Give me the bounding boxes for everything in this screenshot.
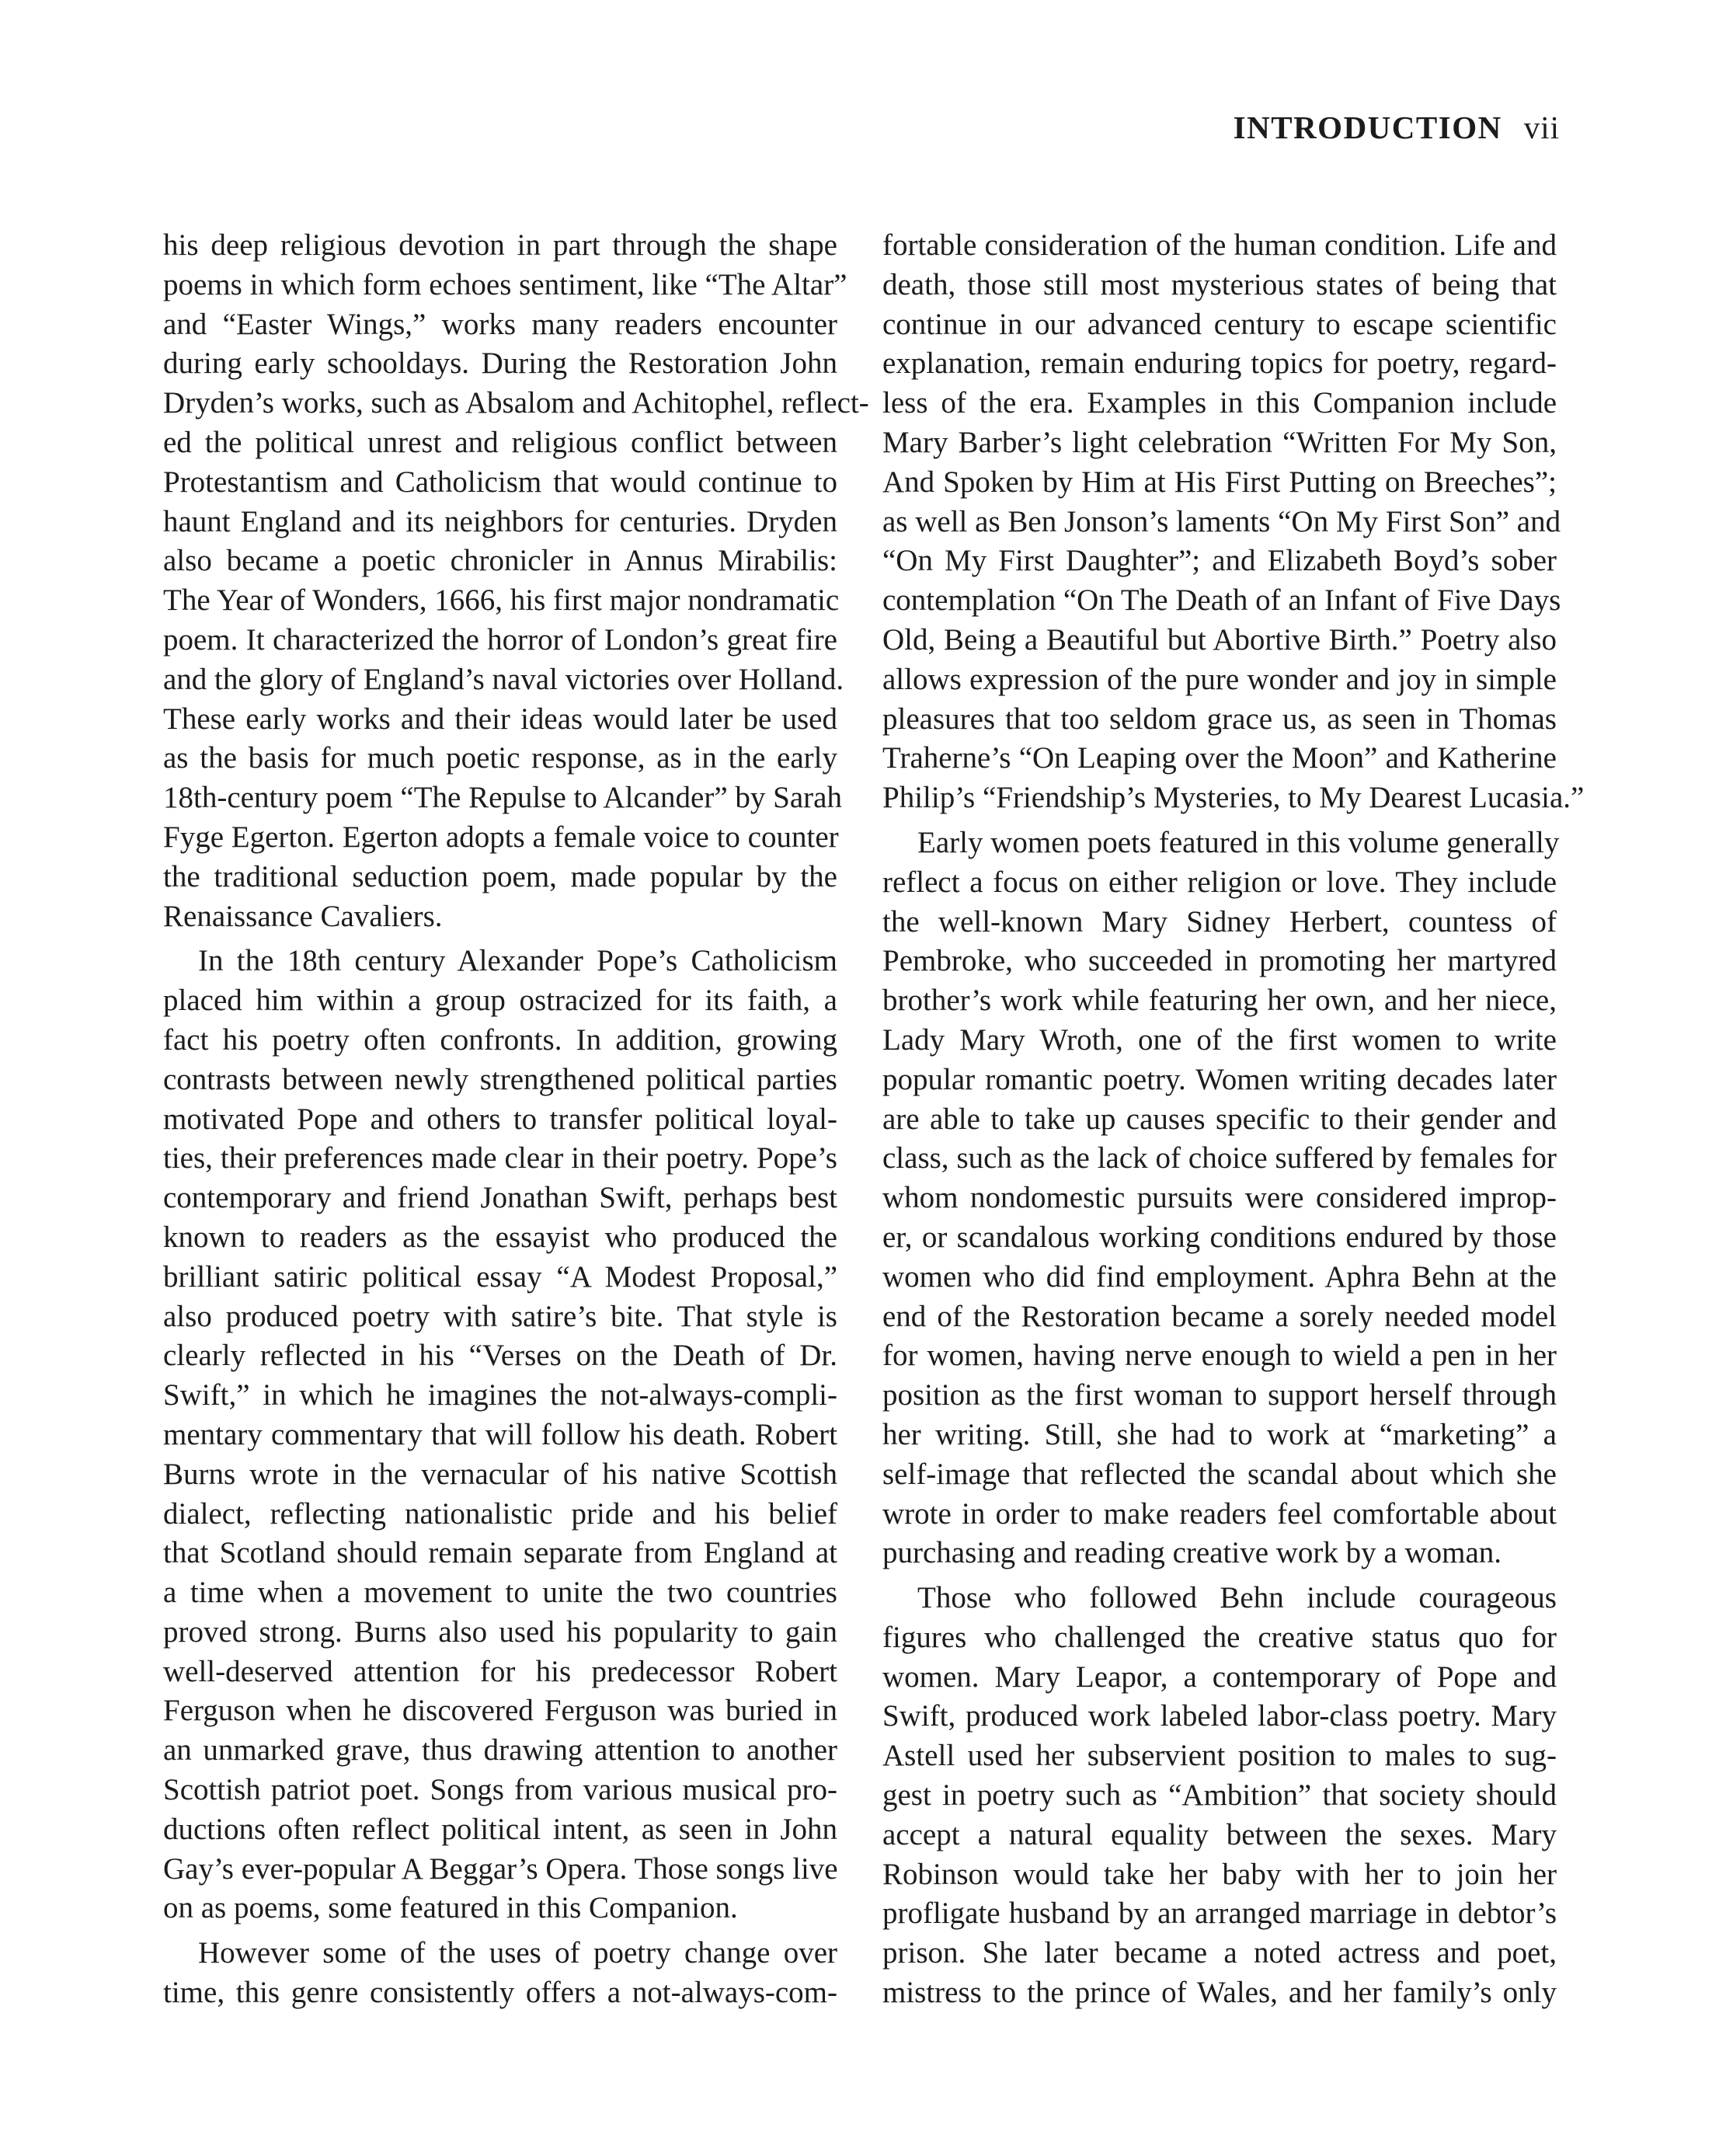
section-title: INTRODUCTION [1233, 110, 1502, 145]
text-line: for women, having nerve enough to wield a pen in her [882, 1339, 1557, 1373]
text-line: Swift, produced work labeled labor-class poetry. Mary [882, 1699, 1557, 1733]
text-line: Pembroke, who succeeded in promoting her martyred [882, 944, 1557, 978]
text-line: Philip’s “Friendship’s Mysteries, to My Dearest Lucasia.” [882, 781, 1585, 815]
text-line: reflect a focus on either religion or love. They include [882, 865, 1557, 899]
text-line: Dryden’s works, such as Absalom and Achitophel, reflect- [163, 386, 869, 420]
text-line: explanation, remain enduring topics for poetry, regard- [882, 347, 1557, 381]
text-line: Fyge Egerton. Egerton adopts a female voice to counter [163, 820, 839, 854]
text-line: as well as Ben Jonson’s laments “On My First Son” and [882, 504, 1561, 538]
page-number: vii [1523, 110, 1560, 145]
text-line: Scottish patriot poet. Songs from various musical pro- [163, 1773, 837, 1807]
running-head [1234, 109, 1560, 146]
text-line: allows expression of the pure wonder and joy in simple [882, 662, 1557, 696]
text-line: are able to take up causes specific to their gender and [882, 1102, 1557, 1136]
text-line: Robinson would take her baby with her to join her [882, 1857, 1557, 1891]
text-line: prison. She later became a noted actress and poet, [882, 1936, 1557, 1970]
text-line: These early works and their ideas would later be used [163, 702, 837, 736]
text-line: brilliant satiric political essay “A Modest Proposal,” [163, 1259, 837, 1294]
text-line: However some of the uses of poetry change over [198, 1936, 837, 1970]
text-line: mentary commentary that will follow his death. Robert [163, 1417, 837, 1451]
text-line: accept a natural equality between the sexes. Mary [882, 1817, 1557, 1851]
text-line: Swift,” in which he imagines the not-always-compli- [163, 1378, 837, 1412]
text-line: Burns wrote in the vernacular of his native Scottish [163, 1457, 837, 1491]
text-line: Old, Being a Beautiful but Abortive Birth.” Poetry also [882, 622, 1557, 657]
text-line: motivated Pope and others to transfer political loyal- [163, 1102, 837, 1136]
text-line: her writing. Still, she had to work at “marketing” a [882, 1417, 1557, 1451]
text-line: proved strong. Burns also used his popularity to gain [163, 1614, 837, 1649]
text-line: poems in which form echoes sentiment, like “The Altar” [163, 267, 847, 301]
right-text-column [882, 226, 1585, 2013]
text-line: contrasts between newly strengthened political parties [163, 1062, 837, 1096]
text-line: the well-known Mary Sidney Herbert, countess of [882, 904, 1557, 939]
text-line: class, such as the lack of choice suffered by females for [882, 1141, 1557, 1176]
text-line: also produced poetry with satire’s bite. That style is [163, 1299, 837, 1333]
text-line: well-deserved attention for his predecessor Robert [163, 1654, 837, 1688]
text-line: gest in poetry such as “Ambition” that society should [882, 1778, 1557, 1813]
text-line: And Spoken by Him at His First Putting on Breeches”; [882, 465, 1557, 499]
text-line: er, or scandalous working conditions endured by those [882, 1220, 1557, 1254]
text-line: Mary Barber’s light celebration “Written For My Son, [882, 425, 1557, 459]
text-line: The Year of Wonders, 1666, his first major nondramatic [163, 583, 840, 618]
text-line: his deep religious devotion in part through the shape [163, 228, 837, 262]
text-line: poem. It characterized the horror of London’s great fire [163, 622, 837, 657]
text-line: during early schooldays. During the Restoration John [163, 347, 837, 381]
text-line: contemporary and friend Jonathan Swift, perhaps best [163, 1181, 837, 1215]
text-line: Ferguson when he discovered Ferguson was buried in [163, 1694, 837, 1728]
text-line: Renaissance Cavaliers. [163, 899, 443, 933]
text-line: ties, their preferences made clear in their poetry. Pope’s [163, 1141, 837, 1176]
text-line: Early women poets featured in this volume generally [917, 825, 1560, 859]
text-line: ductions often reflect political intent, as seen in John [163, 1812, 837, 1846]
text-line: fortable consideration of the human condition. Life and [882, 228, 1557, 262]
text-line: end of the Restoration became a sorely needed model [882, 1299, 1557, 1333]
text-line: fact his poetry often confronts. In addition, growing [163, 1022, 837, 1057]
text-line: women who did find employment. Aphra Behn at the [882, 1259, 1557, 1294]
text-line: profligate husband by an arranged marriage in debtor’s [882, 1897, 1557, 1931]
text-line: Traherne’s “On Leaping over the Moon” and Katherine [882, 741, 1557, 775]
text-line: an unmarked grave, thus drawing attention to another [163, 1733, 837, 1768]
text-line: Lady Mary Wroth, one of the first women to write [882, 1022, 1557, 1057]
text-line: Gay’s ever-popular A Beggar’s Opera. Those songs live [163, 1851, 838, 1886]
text-line: continue in our advanced century to escape scientific [882, 307, 1557, 341]
text-line: the traditional seduction poem, made popular by the [163, 859, 837, 893]
text-line: Those who followed Behn include courageous [917, 1581, 1557, 1615]
text-line: figures who challenged the creative status quo for [882, 1620, 1557, 1654]
text-line: Astell used her subservient position to males to sug- [882, 1739, 1557, 1773]
text-line: clearly reflected in his “Verses on the Death of Dr. [163, 1339, 837, 1373]
text-line: ed the political unrest and religious conflict between [163, 425, 837, 459]
text-line: also became a poetic chronicler in Annus Mirabilis: [163, 544, 837, 578]
text-line: women. Mary Leapor, a contemporary of Pope and [882, 1660, 1557, 1694]
text-line: mistress to the prince of Wales, and her family’s only [882, 1976, 1557, 2010]
text-line: whom nondomestic pursuits were considered improp- [882, 1181, 1557, 1215]
text-line: known to readers as the essayist who produced the [163, 1220, 837, 1254]
text-line: brother’s work while featuring her own, and her niece, [882, 984, 1557, 1018]
text-line: as the basis for much poetic response, as in the early [163, 741, 837, 775]
text-line: Protestantism and Catholicism that would continue to [163, 465, 837, 499]
text-line: pleasures that too seldom grace us, as seen in Thomas [882, 702, 1557, 736]
text-line: “On My First Daughter”; and Elizabeth Boyd’s sober [882, 544, 1557, 578]
text-line: dialect, reflecting nationalistic pride and his belief [163, 1496, 837, 1531]
text-line: popular romantic poetry. Women writing decades later [882, 1062, 1557, 1096]
text-line: 18th-century poem “The Repulse to Alcander” by Sarah [163, 781, 842, 815]
text-line: time, this genre consistently offers a not-always-com- [163, 1976, 837, 2010]
text-line: purchasing and reading creative work by a woman. [882, 1536, 1502, 1570]
text-line: wrote in order to make readers feel comfortable about [882, 1496, 1557, 1531]
text-line: on as poems, some featured in this Companion. [163, 1891, 738, 1925]
text-line: contemplation “On The Death of an Infant of Five Days [882, 583, 1561, 618]
text-line: less of the era. Examples in this Companion include [882, 386, 1557, 420]
text-line: placed him within a group ostracized for its faith, a [163, 984, 837, 1018]
text-line: self-image that reflected the scandal about which she [882, 1457, 1557, 1491]
text-line: position as the first woman to support herself through [882, 1378, 1557, 1412]
text-line: death, those still most mysterious states of being that [882, 267, 1557, 301]
left-text-column [163, 226, 869, 2013]
text-line: that Scotland should remain separate from England at [163, 1536, 837, 1570]
text-line: In the 18th century Alexander Pope’s Catholicism [198, 944, 837, 978]
text-line: haunt England and its neighbors for centuries. Dryden [163, 504, 837, 538]
text-line: and “Easter Wings,” works many readers encounter [163, 307, 837, 341]
text-line: and the glory of England’s naval victories over Holland. [163, 662, 844, 696]
text-line: a time when a movement to unite the two countries [163, 1576, 837, 1610]
